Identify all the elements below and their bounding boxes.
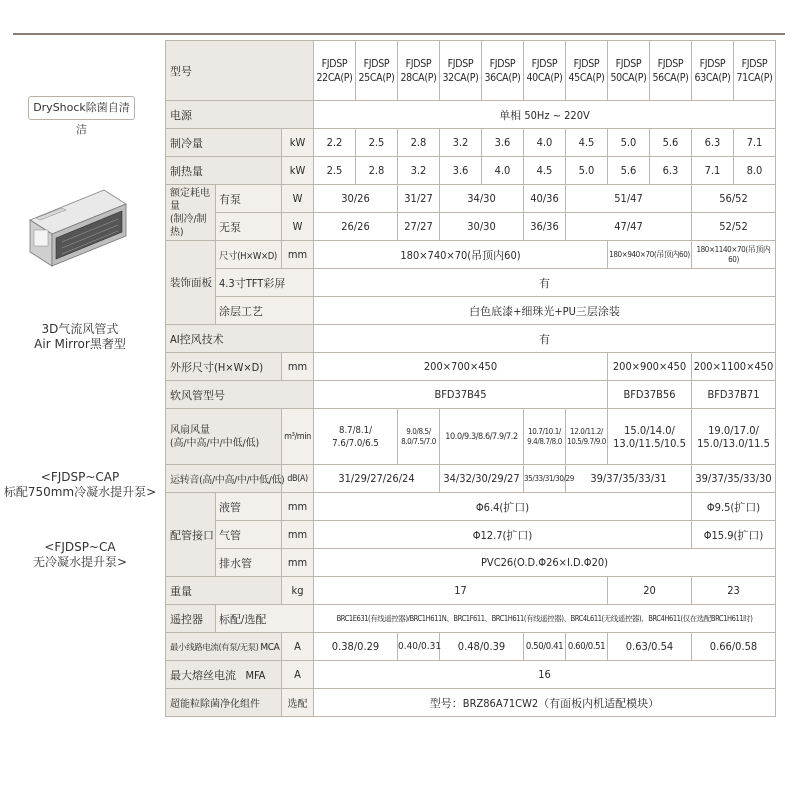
heating-value: 4.0 bbox=[482, 157, 524, 185]
cooling-value: 4.5 bbox=[566, 129, 608, 157]
table-row bbox=[166, 185, 776, 213]
table-row bbox=[166, 409, 776, 465]
table-row bbox=[166, 633, 776, 661]
rated-power-value: 27/27 bbox=[398, 213, 440, 241]
unit-cell: mm bbox=[282, 353, 314, 381]
model-header: FJDSP 25CA(P) bbox=[356, 41, 398, 101]
dims-value: 200×900×450 bbox=[608, 353, 692, 381]
table-row bbox=[166, 101, 776, 129]
pump-label: 有泵 bbox=[216, 185, 282, 213]
rated-power-label: 额定耗电量 (制冷/制热) bbox=[166, 185, 216, 241]
cooling-value: 4.0 bbox=[524, 129, 566, 157]
table-row bbox=[166, 661, 776, 689]
unit-cell: mm bbox=[282, 493, 314, 521]
rated-power-value: 56/52 bbox=[692, 185, 776, 213]
table-row bbox=[166, 549, 776, 577]
noise-value: 39/37/35/33/31 bbox=[566, 465, 692, 493]
rated-power-value: 26/26 bbox=[314, 213, 398, 241]
cooling-value: 3.6 bbox=[482, 129, 524, 157]
coating-label: 涂层工艺 bbox=[216, 297, 314, 325]
dims-value: 200×1100×450 bbox=[692, 353, 776, 381]
table-row bbox=[166, 353, 776, 381]
model-header: FJDSP 40CA(P) bbox=[524, 41, 566, 101]
heating-value: 3.2 bbox=[398, 157, 440, 185]
model-header: FJDSP 50CA(P) bbox=[608, 41, 650, 101]
heating-value: 2.8 bbox=[356, 157, 398, 185]
unit-cell: kW bbox=[282, 129, 314, 157]
rated-power-value: 34/30 bbox=[440, 185, 524, 213]
model-header: FJDSP 71CA(P) bbox=[734, 41, 776, 101]
cooling-value: 2.2 bbox=[314, 129, 356, 157]
heating-value: 5.0 bbox=[566, 157, 608, 185]
table-row bbox=[166, 269, 776, 297]
model-header: FJDSP 63CA(P) bbox=[692, 41, 734, 101]
power-value: 单相 50Hz ~ 220V bbox=[314, 101, 776, 129]
rated-power-value: 30/26 bbox=[314, 185, 398, 213]
dims-label: 外形尺寸(H×W×D) bbox=[166, 353, 282, 381]
duct-unit-image bbox=[22, 170, 132, 300]
unit-cell: A bbox=[282, 661, 314, 689]
duct-label: 软风管型号 bbox=[166, 381, 314, 409]
airflow-value: 15.0/14.0/ 13.0/11.5/10.5 bbox=[608, 409, 692, 465]
cooling-value: 5.6 bbox=[650, 129, 692, 157]
power-label: 电源 bbox=[166, 101, 314, 129]
coating-value: 白色底漆+细珠光+PU三层涂装 bbox=[314, 297, 776, 325]
remote-value: BRC1E631(有线遥控器)/BRC1H611N、BRC1F611、BRC1H611(有线遥控器)、BRC4L611(无线遥控器)、BRC4H611(仅在选配BRC1H611时) bbox=[314, 605, 776, 633]
table-row bbox=[166, 381, 776, 409]
screen-value: 有 bbox=[314, 269, 776, 297]
filter-value: 型号：BRZ86A71CW2（有面板内机适配模块） bbox=[314, 689, 776, 717]
cooling-value: 5.0 bbox=[608, 129, 650, 157]
spec-table bbox=[165, 40, 776, 717]
table-row bbox=[166, 577, 776, 605]
gas-value: Φ12.7(扩口) bbox=[314, 521, 692, 549]
table-row bbox=[166, 521, 776, 549]
airflow-value: 12.0/11.2/ 10.5/9.7/9.0 bbox=[566, 409, 608, 465]
noise-value: 39/37/35/33/30 bbox=[692, 465, 776, 493]
panel-size-label: 尺寸(H×W×D) bbox=[216, 241, 282, 269]
filter-label: 超能粒除菌净化组件 bbox=[166, 689, 282, 717]
duct-value: BFD37B45 bbox=[314, 381, 608, 409]
mca-value: 0.48/0.39 bbox=[440, 633, 524, 661]
heating-value: 3.6 bbox=[440, 157, 482, 185]
heating-label: 制热量 bbox=[166, 157, 282, 185]
weight-value: 23 bbox=[692, 577, 776, 605]
feature-badge: DryShock除菌自清洁 bbox=[28, 96, 135, 120]
model-header: FJDSP 32CA(P) bbox=[440, 41, 482, 101]
airflow-label: 风扇风量 (高/中高/中/中低/低) bbox=[166, 409, 282, 465]
table-row bbox=[166, 241, 776, 269]
duct-value: BFD37B71 bbox=[692, 381, 776, 409]
noise-label: 运转音(高/中高/中/中低/低) bbox=[166, 465, 282, 493]
remote-sub: 标配/选配 bbox=[216, 605, 314, 633]
mfa-label: 最大熔丝电流 MFA bbox=[166, 661, 282, 689]
model-header: FJDSP 22CA(P) bbox=[314, 41, 356, 101]
panel-label: 装饰面板 bbox=[166, 241, 216, 325]
heating-value: 7.1 bbox=[692, 157, 734, 185]
model-header: FJDSP 56CA(P) bbox=[650, 41, 692, 101]
heating-value: 4.5 bbox=[524, 157, 566, 185]
panel-size-value: 180×1140×70(吊顶内60) bbox=[692, 241, 776, 269]
liquid-label: 液管 bbox=[216, 493, 282, 521]
unit-cell: A bbox=[282, 633, 314, 661]
drain-label: 排水管 bbox=[216, 549, 282, 577]
drain-value: PVC26(O.D.Φ26×I.D.Φ20) bbox=[314, 549, 776, 577]
model-label: 型号 bbox=[166, 41, 314, 101]
ai-label: AI控风技术 bbox=[166, 325, 314, 353]
cooling-label: 制冷量 bbox=[166, 129, 282, 157]
unit-cell: kW bbox=[282, 157, 314, 185]
heating-value: 2.5 bbox=[314, 157, 356, 185]
table-row bbox=[166, 129, 776, 157]
model-header: FJDSP 28CA(P) bbox=[398, 41, 440, 101]
filter-sub: 选配 bbox=[282, 689, 314, 717]
weight-value: 17 bbox=[314, 577, 608, 605]
airflow-value: 9.0/8.5/ 8.0/7.5/7.0 bbox=[398, 409, 440, 465]
unit-cell: kg bbox=[282, 577, 314, 605]
unit-cell: W bbox=[282, 185, 314, 213]
mca-value: 0.38/0.29 bbox=[314, 633, 398, 661]
rated-power-value: 30/30 bbox=[440, 213, 524, 241]
unit-cell: mm bbox=[282, 241, 314, 269]
heating-value: 5.6 bbox=[608, 157, 650, 185]
screen-label: 4.3寸TFT彩屏 bbox=[216, 269, 314, 297]
cooling-value: 6.3 bbox=[692, 129, 734, 157]
noise-value: 31/29/27/26/24 bbox=[314, 465, 440, 493]
cooling-value: 2.5 bbox=[356, 129, 398, 157]
nopump-label: 无泵 bbox=[216, 213, 282, 241]
unit-cell: m³/min bbox=[282, 409, 314, 465]
product-sidebar bbox=[0, 0, 160, 800]
dims-value: 200×700×450 bbox=[314, 353, 608, 381]
table-row bbox=[166, 689, 776, 717]
table-row bbox=[166, 325, 776, 353]
table-row bbox=[166, 41, 776, 101]
airflow-value: 19.0/17.0/ 15.0/13.0/11.5 bbox=[692, 409, 776, 465]
cooling-value: 3.2 bbox=[440, 129, 482, 157]
unit-cell: dB(A) bbox=[282, 465, 314, 493]
table-row bbox=[166, 465, 776, 493]
mca-value: 0.66/0.58 bbox=[692, 633, 776, 661]
model-caption: 3D气流风管式 Air Mirror黑奢型 bbox=[34, 322, 126, 351]
mca-value: 0.40/0.31 bbox=[398, 633, 440, 661]
noise-value: 34/32/30/29/27 bbox=[440, 465, 524, 493]
unit-cell: mm bbox=[282, 521, 314, 549]
table-row bbox=[166, 213, 776, 241]
ai-value: 有 bbox=[314, 325, 776, 353]
rated-power-value: 51/47 bbox=[566, 185, 692, 213]
table-row bbox=[166, 493, 776, 521]
heating-value: 8.0 bbox=[734, 157, 776, 185]
table-row bbox=[166, 157, 776, 185]
liquid-value: Φ9.5(扩口) bbox=[692, 493, 776, 521]
mfa-value: 16 bbox=[314, 661, 776, 689]
rated-power-value: 31/27 bbox=[398, 185, 440, 213]
airflow-value: 10.7/10.1/ 9.4/8.7/8.0 bbox=[524, 409, 566, 465]
panel-size-value: 180×940×70(吊顶内60) bbox=[608, 241, 692, 269]
mca-value: 0.60/0.51 bbox=[566, 633, 608, 661]
mca-value: 0.50/0.41 bbox=[524, 633, 566, 661]
panel-size-value: 180×740×70(吊顶内60) bbox=[314, 241, 608, 269]
heating-value: 6.3 bbox=[650, 157, 692, 185]
rated-power-value: 36/36 bbox=[524, 213, 566, 241]
rated-power-value: 47/47 bbox=[566, 213, 692, 241]
weight-value: 20 bbox=[608, 577, 692, 605]
mca-value: 0.63/0.54 bbox=[608, 633, 692, 661]
cap-caption: <FJDSP~CAP 标配750mm冷凝水提升泵> bbox=[3, 470, 157, 499]
piping-label: 配管接口 bbox=[166, 493, 216, 577]
duct-value: BFD37B56 bbox=[608, 381, 692, 409]
airflow-value: 10.0/9.3/8.6/7.9/7.2 bbox=[440, 409, 524, 465]
rated-power-value: 40/36 bbox=[524, 185, 566, 213]
noise-value: 35/33/31/30/29 bbox=[524, 465, 566, 493]
airflow-value: 8.7/8.1/ 7.6/7.0/6.5 bbox=[314, 409, 398, 465]
liquid-value: Φ6.4(扩口) bbox=[314, 493, 692, 521]
cooling-value: 2.8 bbox=[398, 129, 440, 157]
table-row bbox=[166, 605, 776, 633]
gas-value: Φ15.9(扩口) bbox=[692, 521, 776, 549]
remote-label: 遥控器 bbox=[166, 605, 216, 633]
ca-caption: <FJDSP~CA 无冷凝水提升泵> bbox=[32, 540, 128, 569]
unit-cell: W bbox=[282, 213, 314, 241]
gas-label: 气管 bbox=[216, 521, 282, 549]
unit-cell: mm bbox=[282, 549, 314, 577]
weight-label: 重量 bbox=[166, 577, 282, 605]
model-header: FJDSP 45CA(P) bbox=[566, 41, 608, 101]
mca-label: 最小线路电流(有泵/无泵) MCA bbox=[166, 633, 282, 661]
model-header: FJDSP 36CA(P) bbox=[482, 41, 524, 101]
table-row bbox=[166, 297, 776, 325]
rated-power-value: 52/52 bbox=[692, 213, 776, 241]
cooling-value: 7.1 bbox=[734, 129, 776, 157]
